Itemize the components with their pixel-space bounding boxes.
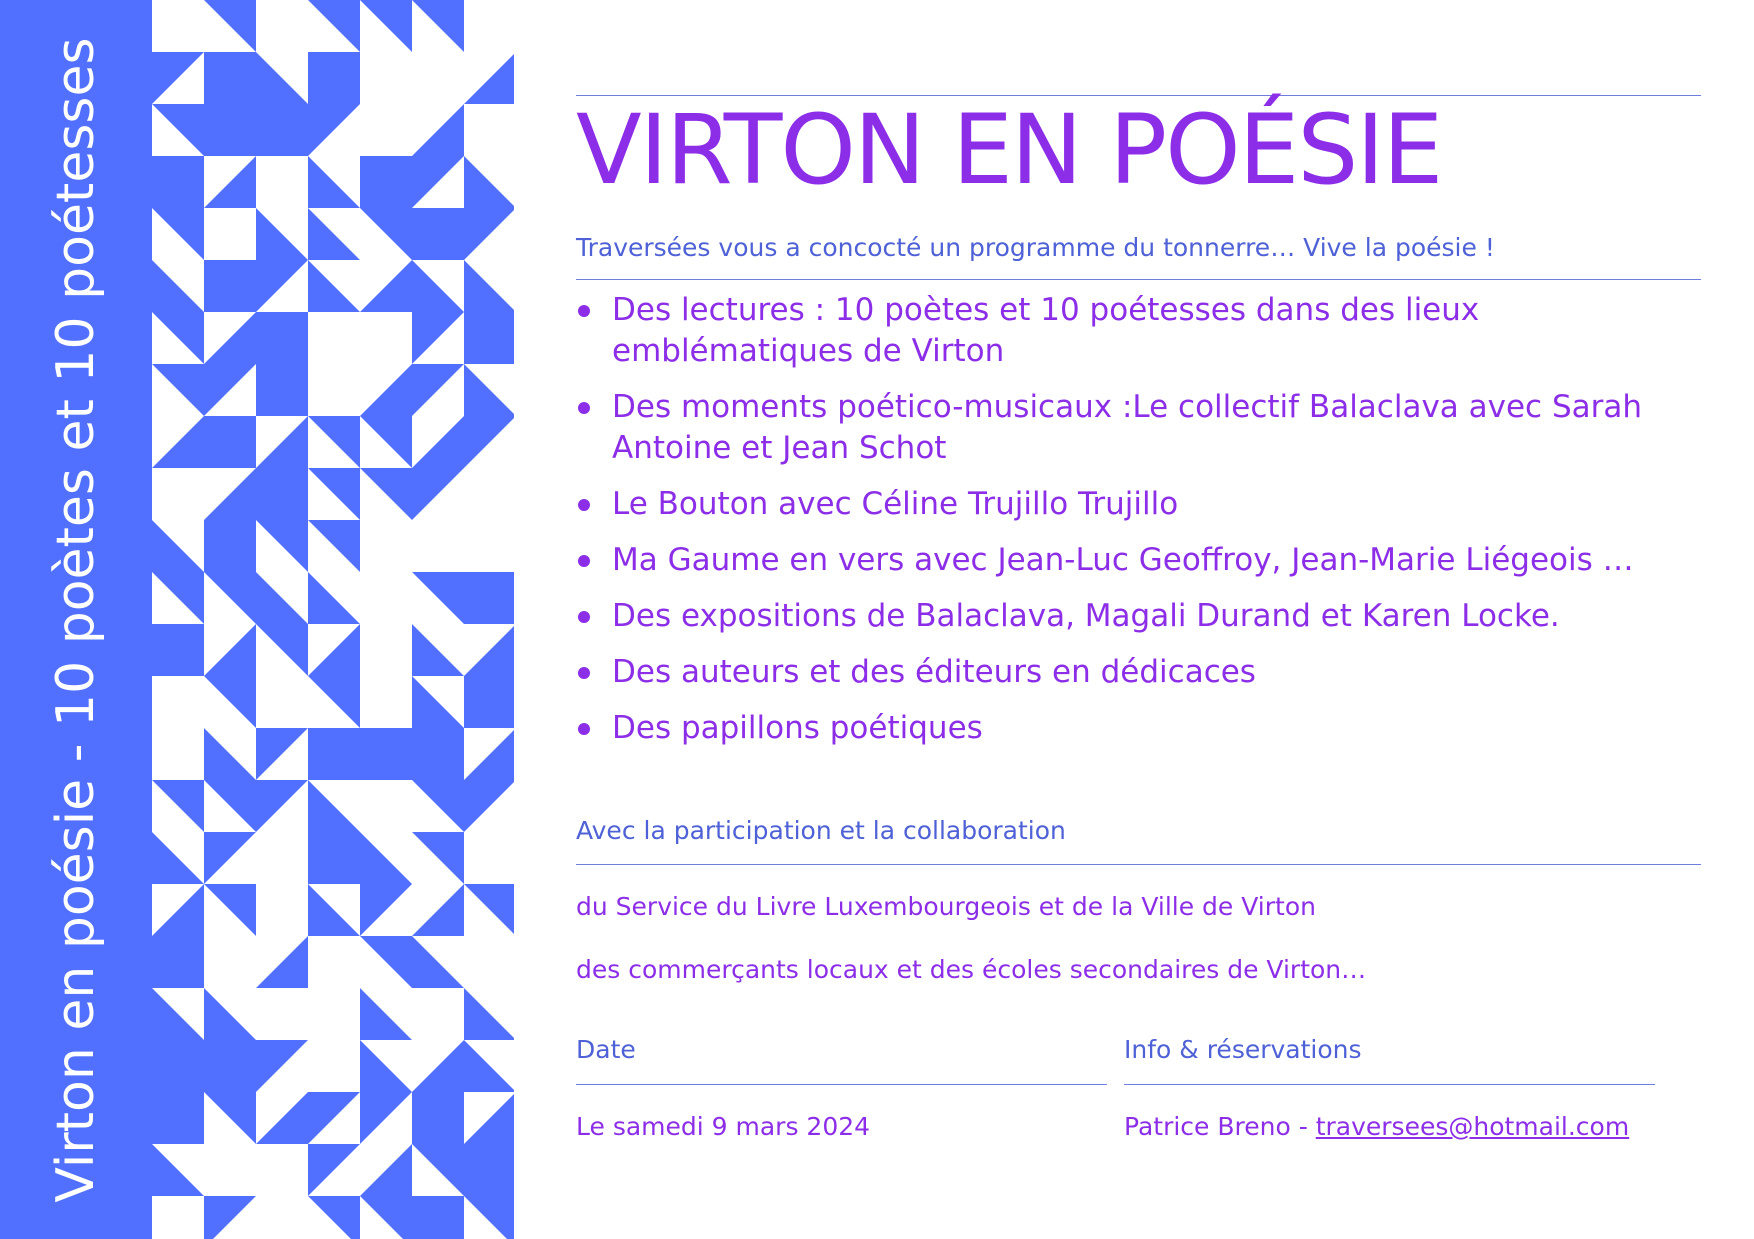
pattern-tile [152, 884, 204, 936]
pattern-tile [256, 52, 308, 104]
pattern-tile [464, 1196, 514, 1239]
pattern-tile [360, 468, 412, 520]
pattern-tile [204, 988, 256, 1040]
pattern-tile [204, 0, 256, 52]
pattern-tile [204, 572, 256, 624]
pattern-tile [308, 572, 360, 624]
pattern-tile [412, 364, 464, 416]
pattern-tile [412, 1196, 464, 1239]
pattern-tile [152, 1144, 204, 1196]
pattern-tile [204, 1092, 256, 1144]
pattern-tile [464, 260, 514, 312]
pattern-tile [412, 1040, 464, 1092]
pattern-tile [412, 780, 464, 832]
pattern-tile [360, 0, 412, 52]
pattern-tile [256, 260, 308, 312]
pattern-tile [152, 624, 204, 676]
pattern-tile [464, 208, 514, 260]
pattern-tile [204, 1040, 256, 1092]
pattern-tile [360, 1092, 412, 1144]
list-item: Des moments poético-musicaux :Le collectif Balaclava avec Sarah Antoine et Jean Schot [576, 387, 1652, 469]
pattern-tile [256, 520, 308, 572]
pattern-tile [412, 104, 464, 156]
pattern-tile [464, 364, 514, 416]
pattern-tile [152, 1092, 204, 1144]
pattern-tile [256, 1092, 308, 1144]
pattern-tile [360, 416, 412, 468]
pattern-tile [412, 676, 464, 728]
pattern-tile [204, 104, 256, 156]
intro-text: Traversées vous a concocté un programme du tonnerre… Vive la poésie ! [576, 233, 1495, 262]
pattern-tile [204, 416, 256, 468]
event-date: Le samedi 9 mars 2024 [576, 1112, 871, 1141]
pattern-tile [256, 104, 308, 156]
pattern-tile [412, 468, 464, 520]
pattern-tile [204, 780, 256, 832]
contact-line [1124, 1112, 1629, 1141]
pattern-tile [464, 624, 514, 676]
pattern-tile [360, 208, 412, 260]
pattern-tile [412, 832, 464, 884]
list-item: Des papillons poétiques [576, 708, 1652, 749]
content-area [576, 0, 1701, 1239]
pattern-tile [412, 884, 464, 936]
date-label: Date [576, 1035, 636, 1064]
pattern-tile [204, 52, 256, 104]
pattern-tile [256, 728, 308, 780]
pattern-tile [308, 780, 360, 832]
list-item: Des lectures : 10 poètes et 10 poétesses dans des lieux emblématiques de Virton [576, 290, 1652, 372]
pattern-tile [464, 1040, 514, 1092]
pattern-tile [152, 520, 204, 572]
pattern-tile [204, 364, 256, 416]
pattern-tile [308, 884, 360, 936]
pattern-tile [152, 312, 204, 364]
pattern-tile [152, 832, 204, 884]
pattern-tile [204, 832, 256, 884]
pattern-tile [464, 676, 514, 728]
pattern-tile [308, 52, 360, 104]
info-divider [1124, 1084, 1655, 1085]
pattern-tile [152, 1040, 204, 1092]
pattern-tile [204, 260, 256, 312]
pattern-tile [204, 624, 256, 676]
pattern-tile [360, 832, 412, 884]
pattern-tile [412, 312, 464, 364]
pattern-tile [256, 208, 308, 260]
pattern-tile [308, 1092, 360, 1144]
pattern-tile [152, 364, 204, 416]
pattern-tile [308, 1144, 360, 1196]
pattern-tile [256, 780, 308, 832]
email-link[interactable]: traversees@hotmail.com [1315, 1112, 1630, 1141]
info-label: Info & réservations [1124, 1035, 1362, 1064]
pattern-tile [412, 936, 464, 988]
list-item: Des expositions de Balaclava, Magali Durand et Karen Locke. [576, 596, 1652, 637]
pattern-tile [152, 572, 204, 624]
pattern-tile [152, 780, 204, 832]
pattern-tile [308, 520, 360, 572]
pattern-tile [360, 1144, 412, 1196]
pattern-tile [256, 1040, 308, 1092]
pattern-tile [412, 624, 464, 676]
pattern-tile [464, 780, 514, 832]
pattern-tile [464, 1144, 514, 1196]
program-list [576, 290, 1701, 764]
pattern-tile [256, 572, 308, 624]
pattern-tile [308, 0, 360, 52]
pattern-tile [464, 988, 514, 1040]
pattern-tile [308, 416, 360, 468]
partner-line: du Service du Livre Luxembourgeois et de la Ville de Virton [576, 892, 1316, 921]
pattern-tile [256, 624, 308, 676]
pattern-tile [464, 416, 514, 468]
pattern-tile [412, 260, 464, 312]
pattern-tile [412, 208, 464, 260]
pattern-tile [360, 1196, 412, 1239]
pattern-tile [308, 156, 360, 208]
pattern-tile [204, 468, 256, 520]
list-item: Ma Gaume en vers avec Jean-Luc Geoffroy, Jean-Marie Liégeois … [576, 540, 1652, 581]
pattern-tile [308, 832, 360, 884]
pattern-tile [152, 416, 204, 468]
list-item: Le Bouton avec Céline Trujillo Trujillo [576, 484, 1652, 525]
partners-divider [576, 864, 1701, 865]
pattern-tile [256, 312, 308, 364]
geometric-pattern [152, 0, 514, 1239]
pattern-tile [308, 728, 360, 780]
pattern-tile [204, 520, 256, 572]
pattern-tile [256, 936, 308, 988]
pattern-tile [464, 728, 514, 780]
pattern-tile [256, 416, 308, 468]
pattern-tile [464, 572, 514, 624]
pattern-tile [412, 156, 464, 208]
pattern-tile [152, 936, 204, 988]
pattern-tile [152, 156, 204, 208]
pattern-tile [360, 260, 412, 312]
pattern-tile [204, 884, 256, 936]
pattern-tile [360, 156, 412, 208]
pattern-tile [152, 104, 204, 156]
intro-divider [576, 279, 1701, 280]
pattern-tile [152, 52, 204, 104]
pattern-tile [412, 416, 464, 468]
side-vertical-title: Virton en poésie - 10 poètes et 10 poétesses [46, 37, 106, 1203]
pattern-tile [152, 208, 204, 260]
pattern-tile [360, 936, 412, 988]
list-item: Des auteurs et des éditeurs en dédicaces [576, 652, 1652, 693]
pattern-tile [464, 156, 514, 208]
pattern-tile [412, 572, 464, 624]
side-band [0, 0, 152, 1239]
pattern-tile [360, 1040, 412, 1092]
date-divider [576, 1084, 1107, 1085]
pattern-tile [256, 364, 308, 416]
pattern-tile [360, 988, 412, 1040]
pattern-tile [204, 312, 256, 364]
pattern-tile [412, 1092, 464, 1144]
contact-name: Patrice Breno - [1124, 1112, 1316, 1141]
pattern-tile [152, 260, 204, 312]
pattern-tile [152, 988, 204, 1040]
page-title: VIRTON EN POÉSIE [576, 94, 1442, 206]
pattern-tile [360, 364, 412, 416]
pattern-tile [308, 208, 360, 260]
pattern-tile [464, 312, 514, 364]
pattern-tile [308, 468, 360, 520]
pattern-tile [308, 676, 360, 728]
pattern-tile [360, 728, 412, 780]
pattern-tile [204, 728, 256, 780]
pattern-tile [204, 156, 256, 208]
pattern-tile [256, 468, 308, 520]
pattern-tile [308, 104, 360, 156]
pattern-tile [412, 1144, 464, 1196]
pattern-tile [308, 1196, 360, 1239]
pattern-tile [412, 728, 464, 780]
pattern-tile [204, 676, 256, 728]
partners-heading: Avec la participation et la collaboration [576, 816, 1066, 845]
pattern-tile [464, 1092, 514, 1144]
pattern-tile [308, 260, 360, 312]
pattern-tile [204, 1196, 256, 1239]
pattern-tile [360, 884, 412, 936]
partner-line: des commerçants locaux et des écoles secondaires de Virton… [576, 955, 1367, 984]
pattern-tile [308, 624, 360, 676]
pattern-tile [464, 52, 514, 104]
pattern-tile [464, 884, 514, 936]
pattern-tile [412, 0, 464, 52]
